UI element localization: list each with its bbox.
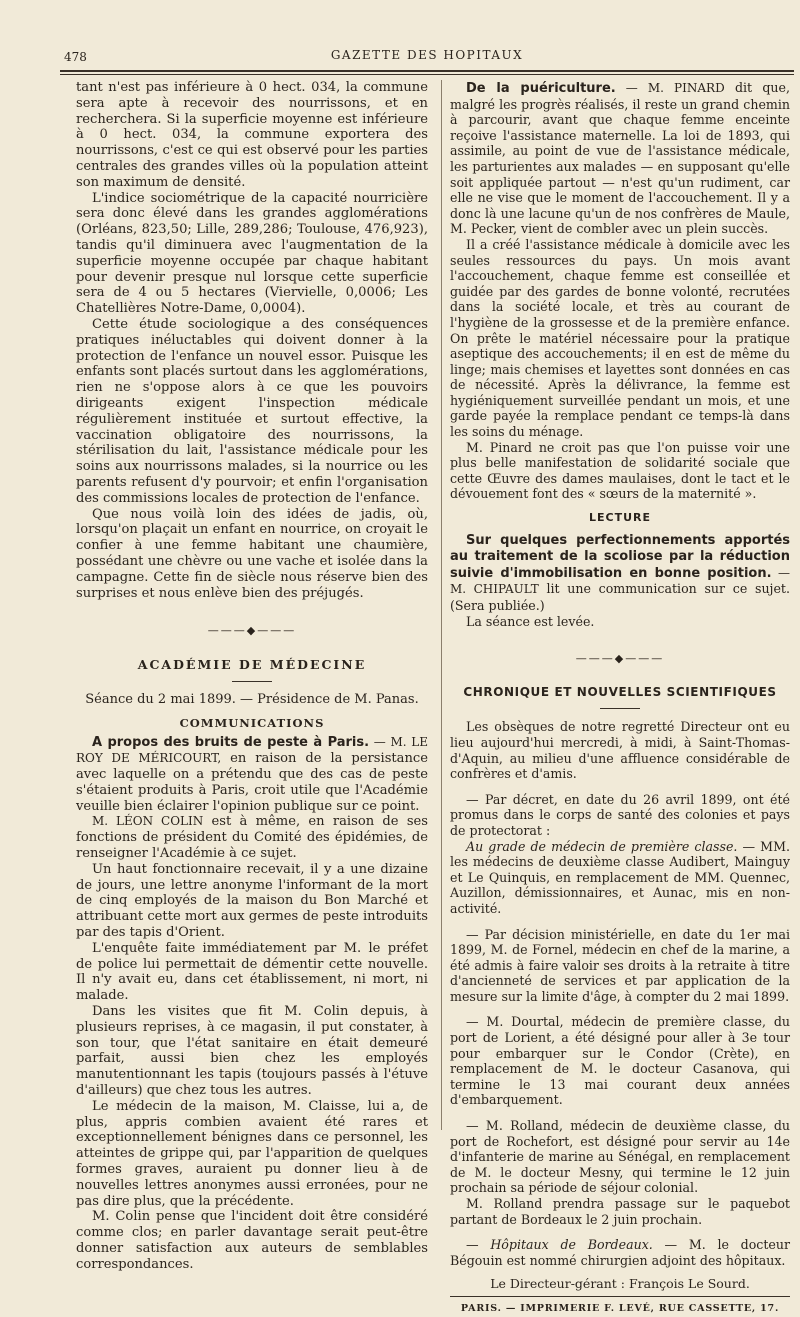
scoliose-paragraph [450,532,790,614]
colin-paragraph [76,814,428,861]
colin-name: M. LÉON COLIN [92,814,204,829]
paragraph: Dans les visites que fit M. Colin depuis, à plusieurs reprises, à ce magasin, il put constater, à son tour, que l'état sanitaire en était demeuré parfait, aussi bien chez les employés manutentionnant les tapis (toujours passés à l'étuve d'ailleurs) que chez tous les autres. [76,1004,428,1099]
bordeaux-paragraph [450,1237,790,1268]
right-column [450,80,790,1317]
running-title: GAZETTE DES HOPITAUX [330,48,524,62]
column-divider [441,80,442,1130]
paragraph: — Par décret, en date du 26 avril 1899, ont été promus dans le corps de santé des colonies et pays de protectorat : [450,791,790,838]
grade-label: Au grade de médecin de première classe. [466,838,738,854]
paragraph: tant n'est pas inférieure à 0 hect. 034, la commune sera apte à recevoir des nourrissons, et en recherchera. Si la superficie moyenne est inférieure à 0 hect. 034, la commune exportera des nourrissons, c'est ce qui est observé pour les parties centrales des grandes villes où la population atteint son maximum de densité. [76,80,428,190]
puericulture-text: dit que, malgré les progrès réalisés, il reste un grand chemin à parcourir, avant que chaque femme enceinte reçoive l'assistance maternelle. La loi de 1893, qui assimile, au point de vue de l'assistance médicale, les parturientes aux malades — en supposant qu'elle soit appliquée partout — n'est qu'un rudiment, car elle ne vise que le moment de l'accouchement. Il y a donc là une lacune qu'un de nos confrères de Maule, M. Pecker, vient de combler avec un plein succès. [450,80,790,237]
bordeaux-label: — Hôpitaux de Bordeaux. [466,1237,653,1253]
short-rule [232,681,272,682]
page-number: 478 [64,50,87,64]
header-rule [60,70,794,72]
paragraph: L'enquête faite immédiatement par M. le préfet de police lui permettait de démentir cette nouvelle. Il n'y avait eu, dans cet établissement, ni mort, ni malade. [76,940,428,1004]
scoliose-text: lit une communication sur ce sujet. (Sera publiée.) [450,581,790,613]
paragraph: M. Rolland prendra passage sur le paquebot partant de Bordeaux le 2 juin prochain. [450,1196,790,1227]
seance-line: Séance du 2 mai 1899. — Présidence de M. Panas. [85,691,419,707]
section-ornament: ———◆——— [207,624,297,638]
chronique-title: CHRONIQUE ET NOUVELLES SCIENTIFIQUES [463,684,777,699]
grade-text: — MM. les médecins de deuxième classe Audibert, Mainguy et Le Quinquis, en remplacement de MM. Quennec, Auzillon, démissionnaires, et Aunac, mis en non-activité. [450,838,790,916]
puericulture-paragraph [450,80,790,237]
paragraph: Les obsèques de notre regretté Directeur ont eu lieu aujourd'hui mercredi, à midi, à Saint-Thomas-d'Aquin, au milieu d'une affluence considérable de confrères et d'amis. [450,719,790,782]
paragraph: — M. Rolland, médecin de deuxième classe, du port de Rochefort, est désigné pour servir au 14e d'infanterie de marine au Sénégal, en remplacement de M. le docteur Mesny, qui termine le 12 juin prochain sa période de séjour colonial. [450,1118,790,1196]
paragraph: Un haut fonctionnaire recevait, il y a une dizaine de jours, une lettre anonyme l'informant de la mort de cinq employés de la maison du Bon Marché et attribuant cette mort aux germes de peste introduits par des tapis d'Orient. [76,861,428,941]
short-rule [600,708,640,709]
scoliose-title: Sur quelques perfectionnements apportés au traitement de la scoliose par la réduction suivie d'immobilisation en bonne position. [450,532,790,581]
peste-title: A propos des bruits de peste à Paris. [92,735,370,751]
grade-paragraph [450,839,790,917]
puericulture-author: — M. PINARD [615,81,725,95]
peste-author: — M. LE ROY DE MÉRICOURT, [76,735,428,766]
page-header [60,44,794,66]
communications-heading: COMMUNICATIONS [179,715,325,730]
paragraph: Il a créé l'assistance médicale à domicile avec les seules ressources du pays. Un mois avant l'accouchement, chaque femme est conseillée et guidée par des gardes de bonne volonté, recrutées dans la société locale, et très au courant de l'hygiène de la grossesse et de la première enfance. On prête le matériel nécessaire pour la pratique aseptique des accouchements; il en est de même du linge; mais chemises et layettes sont données en cas de nécessité. Après la délivrance, la femme est hygiéniquement surveillée pendant un mois, et une garde payée la remplace pendant ce temps-là dans les soins du ménage. [450,236,790,440]
paragraph: M. Colin pense que l'incident doit être considéré comme clos; en parler davantage serait peut-être donner satisfaction aux auteurs de semblables correspondances. [76,1209,428,1272]
paragraph: L'indice sociométrique de la capacité nourricière sera donc élevé dans les grandes agglomérations (Orléans, 823,50; Lille, 289,286; Toulouse, 476,923), tandis qu'il diminuera avec l'augmentation de la superficie moyenne occupée par chaque habitant pour devenir presque nul lorsque cette superficie sera de 4 ou 5 hectares (Viervielle, 0,0006; Les Chatellières Notre-Dame, 0,0004). [76,190,428,317]
paragraph: Le médecin de la maison, M. Claisse, lui a, de plus, appris combien avaient été rares et exceptionnellement bénignes dans ce personnel, les atteintes de grippe qui, par l'apparition de quelques formes graves, auraient pu donner lieu à de nouvelles lettres anonymes aussi erronées, pour ne pas dire plus, que la précédente. [76,1098,428,1209]
paragraph: Cette étude sociologique a des conséquences pratiques inéluctables qui doivent donner à la protection de l'enfance un nouvel essor. Puisque les enfants sont placés surtout dans les agglomérations, rien ne s'oppose alors à ce que les pouvoirs dirigeants exigent l'inspection médicale régulièrement instituée et surtout effective, la vaccination obligatoire des nourrissons, la stérilisation du lait, l'assistance médicale pour les soins aux nourrissons malades, si la nourrice ou les parents refusent d'y pourvoir; et enfin l'organisation des commissions locales de protection de l'enfance. [76,316,428,506]
scoliose-author: — M. CHIPAULT [450,565,790,597]
imprimerie-line: PARIS. — IMPRIMERIE F. LEVÉ, RUE CASSETTE, 17. [450,1296,790,1317]
puericulture-title: De la puériculture. [466,81,616,96]
directeur-gerant: Le Directeur-gérant : François Le Sourd. [490,1276,750,1292]
paragraph: — Par décision ministérielle, en date du 1er mai 1899, M. de Fornel, médecin en chef de la marine, a été admis à faire valoir ses droits à la retraite à titre d'ancienneté de services et par application de la mesure sur la limite d'âge, à compter du 2 mai 1899. [450,926,790,1004]
section-title-academie: ACADÉMIE DE MÉDECINE [137,657,367,673]
seance-levee: La séance est levée. [466,613,595,629]
left-column [76,80,428,1273]
peste-text: en raison de la persistance avec laquelle on a prétendu que des cas de peste s'étaient produits à Paris, croit utile que l'Académie veuille bien éclairer l'opinion publique sur ce point. [76,751,428,814]
section-ornament: ———◆——— [575,652,665,666]
colin-text: est à même, en raison de ses fonctions de président du Comité des épidémies, de renseigner l'Académie à ce sujet. [76,814,429,862]
paragraph: Que nous voilà loin des idées de jadis, où, lorsqu'on plaçait un enfant en nourrice, on croyait le confier à une femme habitant une chaumière, possédant une chèvre ou une vache et isolée dans la campagne. Cette fin de siècle nous réserve bien des surprises et nous enlève bien des préjugés. [76,506,428,601]
peste-paragraph [76,735,428,814]
header-rule-thin [60,74,794,75]
paragraph: M. Pinard ne croit pas que l'on puisse voir une plus belle manifestation de solidarité sociale que cette Œuvre des dames maulaises, dont le tact et le dévouement font des « sœurs de la maternité ». [450,439,790,502]
paragraph: — M. Dourtal, médecin de première classe, du port de Lorient, a été désigné pour aller à 3e tour pour embarquer sur le Condor (Crète), en remplacement de M. le docteur Casanova, qui termine le 13 mai courant deux années d'embarquement. [450,1014,790,1108]
bordeaux-text: — M. le docteur Bégouin est nommé chirurgien adjoint des hôpitaux. [450,1237,791,1268]
lecture-heading: LECTURE [588,511,652,525]
